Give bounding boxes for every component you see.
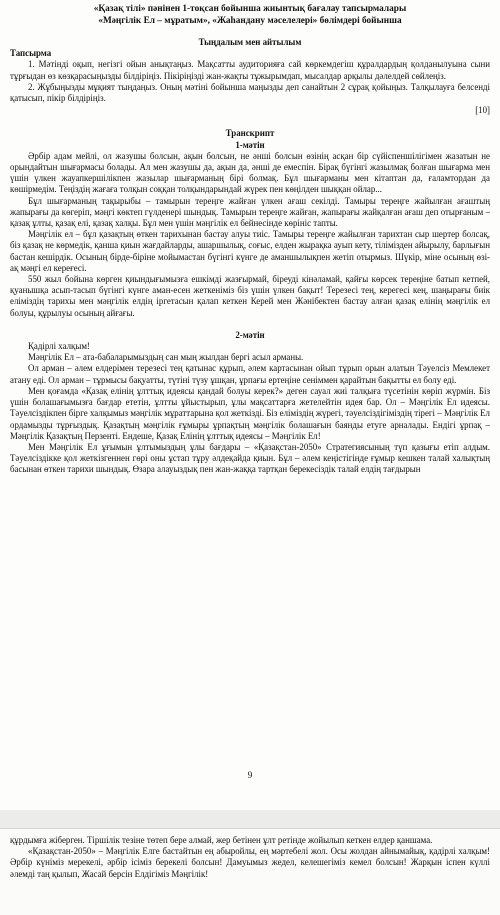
transcript-title: Транскрипт [225,128,275,139]
score-mark: [10] [475,105,490,116]
continuation-paragraph: «Қазақстан-2050» – Мәңгілік Елге бастайтын ең абыройлы, ең мәртебелі жол. Осы жолдан айнымайық, қадірлі халқым! Әрбір күніміз мерекелі, әрбір ісіміз берекелі болсын! Дамуымыз жедел, келешегіміз кемел болсын! Жарқын іспен күллі әлемді таң қылып, Жасай берсін Елдігіміз Мәңгілік! [10,846,490,879]
next-page-sheet [0,828,500,915]
text-2-paragraph: Мен Мәңгілік Ел ұғымын ұлтымыздың ұлы бағдары – «Қазақстан-2050» Стратегиясының түп қазығы етіп алдым. Тәуелсіздікке қол жеткізгеннен гөрі оны ұстап тұру әлдеқайда қиын. Бұл – әлем кеңістігінде ғұмыр кешкен талай халықтың басынан өткен тарихи шындық. Өзара алауыздық пен жан-жаққа тартқан берекесіздік талай елдің тағдырын [10,441,490,475]
next-page-content [10,835,490,880]
task-item-2: 2. Жұбыңызды мұқият тыңдаңыз. Оның мәтіні бойынша маңызды деп санайтын 2 сұрақ қойыңыз. Талқылауға белсенді қатысып, пікір білдіріңіз. [10,81,490,104]
text-1-paragraph: Бұл шығарманың тақырыбы – тамырын тереңге жайған үлкен ағаш секілді. Тамыры тереңге жайылған ағаштың жапырағы да көгеріп, мәңгі көктеп гүлденері шындық. Тамырын тереңге жайған, жапырағы жайқалған ағаш деп отырғаным – қазақ ұлты, қазақ елі, қазақ халқы. Бұл мен үшін мәңгілік ел бейнесінде көрініс тапты. [10,195,490,229]
page-content [10,4,490,476]
header-line-2: «Мәңгілік Ел – мұратым», «Жаһандану мәселелері» бөлімдері бойынша [98,15,402,26]
text-1-title: 1-мәтін [235,139,265,150]
text-2-paragraph: Қадірлі халқым! [28,341,90,352]
listening-section-title: Тыңдалым мен айтылым [198,37,302,47]
task-label: Тапсырма [10,48,52,59]
text-2-paragraph: Ол арман – әлем елдерімен терезесі тең қатынас құрып, әлем картасынан ойып тұрып орын алатын Тәуелсіз Мемлекет атану еді. Ол арман – тұрмысы бақуатты, түтіні түзу ұшқан, ұрпағы ертеңіне сеніммен қарайтын бақытты ел болу еді. [10,363,490,385]
text-1-paragraph: Мәңгілік ел – бұл қазақтың өткен тарихынан бастау алуы тиіс. Тамыры тереңге жайылған тарихтан сыр шертер болсақ, біз қазақ не көрмедік, қанша қиын жағдайларды, ашаршылық, соғыс, елден жырақка ауып кету, тілімізден айырылу, барлығын бастан кешірдік. Осының бірде-біріне мойымастан бүгінгі күнге де аманшылықпен жетіп отырмыз. Шүкір, міне осының өзі-ақ мәңгі ел кереғесі. [10,229,490,273]
page-number: 9 [247,770,253,780]
page-gap [0,810,500,828]
text-1-paragraph: 550 жыл бойына көрген қиындығымызға ешкімді жазғырмай, біреуді кінәламай, қайғы көрсек тереңіне батып кетпей, қуанышқа асып-тасып бүгінгі күнге аман-есен жеткеніміз біз үшін үлкен бақыт! Терезесі тең, керегесі кең, шаңырағы биік еліміздің тарихы мен мәңгілік елдің іргетасын қалап кеткен Керей мен Жәнібектен бастау алған қазақ елінің мәңгілік ел болуы, құрылуы осының айғағы. [10,274,490,318]
header-line-1: «Қазақ тілі» пәнінен 1-тоқсан бойынша жиынтық бағалау тапсырмалары [93,4,407,14]
document-header [10,4,490,27]
text-2-title: 2-мәтін [235,329,265,340]
text-1-paragraph: Әрбір адам мейлі, ол жазушы болсын, ақын болсын, не әнші болсын өзінің асқан бір сүйіспеншілігімен жазатын не орындайтын шығармасы болады. Ал мен жазушы да, ақын да, әнші де емеспін. Бірақ бүгінгі жазылмақ болған шығарма мен үшін үлкен жауапкершілікпен жазылар шығарманың бірі болмақ. Бұл шығарманы мен кітаптан да, ғаламтордан да көшірмедім. Теңіздің жағаға толқын соққан толқындарындай жүрек пен көңілден шыққан ойлар... [10,150,490,195]
task-item-1: 1. Мәтінді оқып, негізгі ойын анықтаңыз. Мақсатты аудиторияға сай көркемдегіш құралдардың қолданылуына сыни тұрғыдан өз көзқарасыңызды білдіріңіз. Пікіріңізді жан-жақты тұжырымдап, мысалдар арқылы дәлелдей сөйлеңіз. [10,59,490,81]
continuation-paragraph: құрдымға жіберген. Тіршілік тезіне төтеп бере алмай, жер бетінен ұлт ретінде жойылып кеткен елдер қаншама. [10,835,433,845]
text-2-paragraph: Мәңгілік Ел – ата-бабаларымыздың сан мың жылдан бергі асыл арманы. [28,352,304,363]
text-2-paragraph: Мен қоғамда «Қазақ елінің ұлттық идеясы қандай болуы керек?» деген сауал жиі талқыға түсетінін көріп жүрмін. Біз үшін болашағымызға бағдар ететін, ұлтты ұйыстырып, ұлы мақсаттарға жетелейтін идея бар. Ол – Мәңгілік Ел идеясы. Тәуелсіздікпен бірге халқымыз мәңгілік мұраттарына қол жеткізді. Біз еліміздің жүрегі, тәуелсіздігіміздің тірегі – Мәңгілік Ел ордамызды тұрғыздық. Қазақтың мәңгілік ғұмыры ұрпақтың мәңгілік болашағын баянды етуге арналады. Ендігі ұрпақ – Мәңгілік Қазақтың Перзенті. Ендеше, Қазақ Елінің ұлттық идеясы – Мәңгілік Ел! [10,385,490,441]
